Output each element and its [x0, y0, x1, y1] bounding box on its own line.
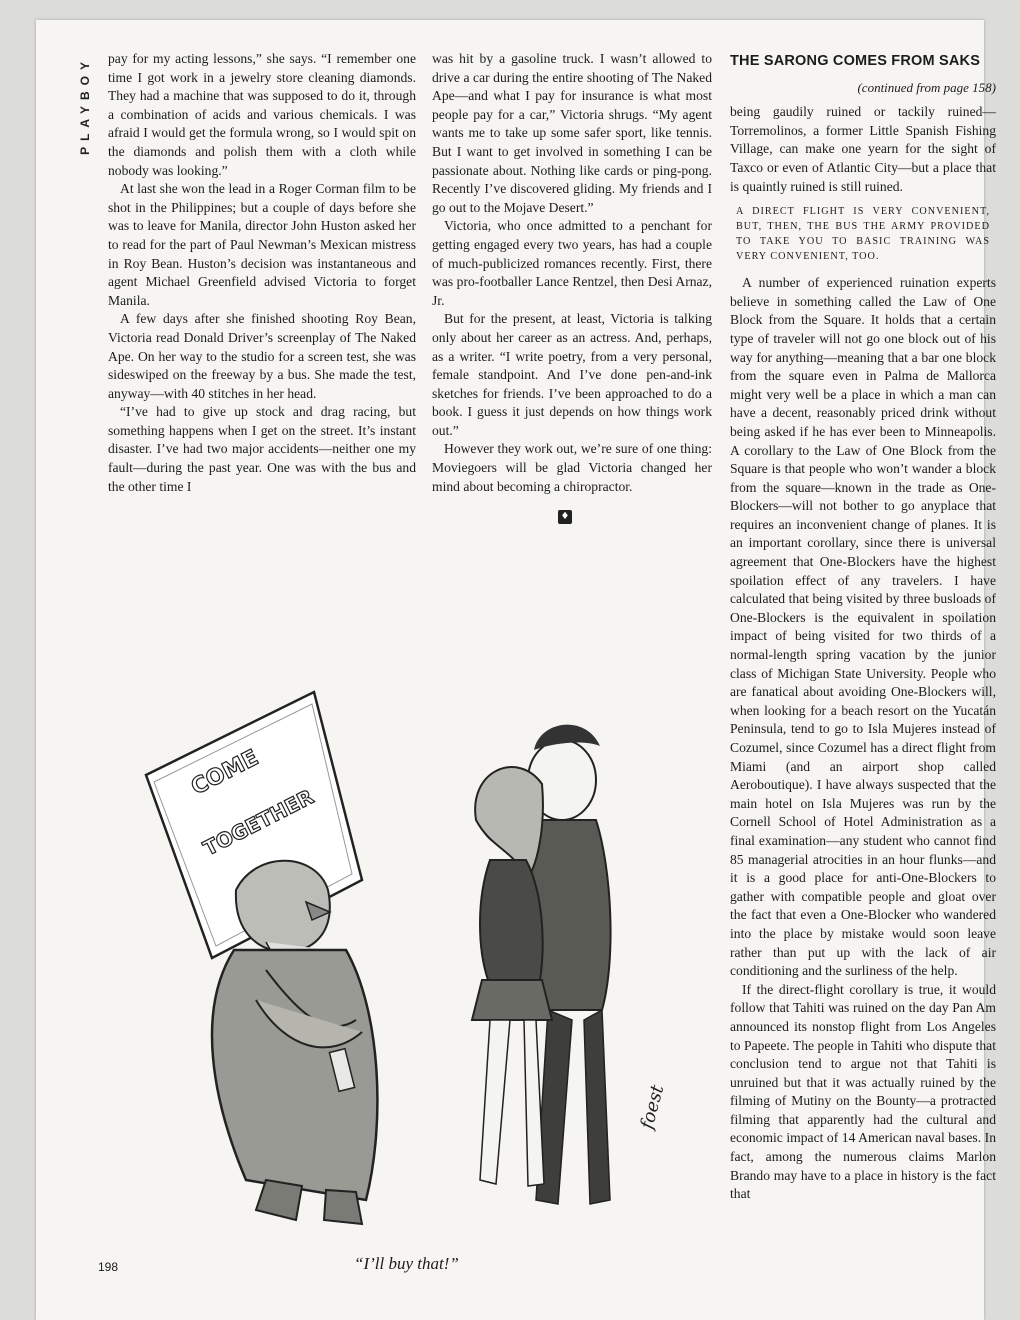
continued-note: (continued from page 158)	[857, 79, 996, 95]
article-headline: THE SARONG COMES FROM SAKS	[730, 53, 981, 69]
paragraph: A number of experienced ruination experts believe in something called the Law of One Block from the Square. It holds that a certain type of traveler will not go one block out of his way for anything—meaning that a bar one block from the square even in Palma de Mallorca might very well be a place in which a man can have a decent, reasonably priced drink without being asked if he has ever been to Minneapolis. A corollary to the Law of One Block from the Square is that people who won’t wander a block from the square—known in the trade as One-Blockers—will not bother to go anyplace that requires an inconvenient change of planes. It is an important corollary, since there is universal agreement that One-Blockers have the highest spoilation effect of any travelers. I have calculated that being visited by three busloads of One-Blockers is the equivalent in spoilation impact of being visited for two thirds of a normal-length spring vacation by the junior class of Michigan State University. People who are fanatical about avoiding One-Blockers will, when looking for a beach resort on the Yucatán Peninsula, tend to go to Isla Mujeres instead of Cozumel, since Cozumel has a direct flight from Miami (and an airport shop called Aeroboutique). I have always suspected that the main hotel on Isla Mujeres was run by the Cornell School of Hotel Administration as a final examination—any student who cannot find 85 managerial atrocities in an hour flunks—and it is a good place for anti-One-Blockers to gather with compatible people and gloat over the fact that even a One-Blocker who wandered into the place by mistake would soon leave rather than put up with the lack of air conditioning and the surliness of the help.	[730, 275, 996, 979]
magazine-page	[36, 20, 996, 1320]
page-number: 198	[98, 1260, 119, 1274]
pull-quote: A DIRECT FLIGHT IS VERY CONVENIENT, BUT, THEN, THE BUS THE ARMY PROVIDED TO TAKE YOU TO BASIC TRAINING WAS VERY CONVENIENT, TOO.	[736, 206, 990, 263]
paragraph: “I’ve had to give up stock and drag racing, but something happens when I get on the street. It’s instant disaster. I’ve had two major accidents—neither one my fault—during the past year. One was with the bus and the other time I	[108, 404, 416, 494]
paragraph: was hit by a gasoline truck. I wasn’t allowed to drive a car during the entire shooting of The Naked Ape—and what I pay for insurance is what most people pay for a car,” Victoria shrugs. “My agent wants me to take up some safer sport, like tennis. But I want to get involved in something I can be passionate about. Nothing like cards or ping-pong. Recently I’ve discovered gliding. My friends and I go out to the Mojave Desert.”	[432, 51, 712, 215]
paragraph: At last she won the lead in a Roger Corman film to be shot in the Philippines; but a couple of days before she was to leave for Manila, director John Huston asked her to read for the part of Paul Newman’s Mexican mistress in Roy Bean. Huston’s decision was instantaneous and agent Michael Greenfield advised Victoria to forget Manila.	[108, 181, 416, 308]
couple-figures	[472, 725, 669, 1204]
paragraph: However they work out, we’re sure of one thing: Moviegoers will be glad Victoria changed her mind about becoming a chiropractor.	[432, 441, 712, 494]
article-column-2	[432, 50, 712, 525]
article-column-3	[730, 50, 996, 1204]
running-head: PLAYBOY	[78, 56, 92, 155]
article-column-1	[108, 50, 416, 496]
sign-line-1: COME	[187, 745, 263, 801]
end-mark-icon: ♦	[558, 510, 572, 524]
artist-signature: foest	[636, 1082, 669, 1132]
sign-line-2: TOGETHER	[199, 784, 318, 861]
paragraph: But for the present, at least, Victoria is talking only about her career as an actress. And, perhaps, as a writer. “I write poetry, from a very personal, female standpoint. And I’ve done pen-and-ink sketches for friends. I’ve been approached to do a book. I guess it just depends on how things work out.”	[432, 311, 712, 438]
paragraph: Victoria, who once admitted to a penchant for getting engaged every two years, has had a couple of much-publicized romances recently. First, there was pro-footballer Lance Rentzel, then Desi Arnaz, Jr.	[432, 218, 712, 308]
paragraph: being gaudily ruined or tackily ruined—Torremolinos, a former Little Spanish Fishing Village, can make one yearn for the sight of Taxco or even of Atlantic City—but a place that is quaintly ruined is still ruined.	[730, 104, 996, 194]
paragraph: If the direct-flight corollary is true, it would follow that Tahiti was ruined on the day Pan Am announced its nonstop flight from Los Angeles to Papeete. The people in Tahiti who dispute that conclusion tend to argue not that Tahiti is unruined but that it was actually ruined by the filming of Mutiny on the Bounty—a protracted filming that apparently had the cultural and economic impact of 14 American naval bases. In fact, among the numerous claims Marlon Brando may have to a place in history is the fact that	[730, 981, 996, 1202]
paragraph: A few days after she finished shooting Roy Bean, Victoria read Donald Driver’s screenplay of The Naked Ape. On her way to the studio for a screen test, she was sideswiped on the freeway by a bus. She made the test, anyway—with 40 stitches in her head.	[108, 311, 416, 401]
paragraph: pay for my acting lessons,” she says. “I remember one time I got work in a jewelry store cleaning diamonds. They had a machine that was supposed to do it, through a combination of acids and various chemicals. I was afraid I would get the formula wrong, so I would spit on the diamonds and polish them with a cloth while nobody was looking.”	[108, 51, 416, 178]
cartoon-caption: “I’ll buy that!”	[354, 1254, 459, 1273]
cartoon-illustration	[116, 680, 736, 1240]
